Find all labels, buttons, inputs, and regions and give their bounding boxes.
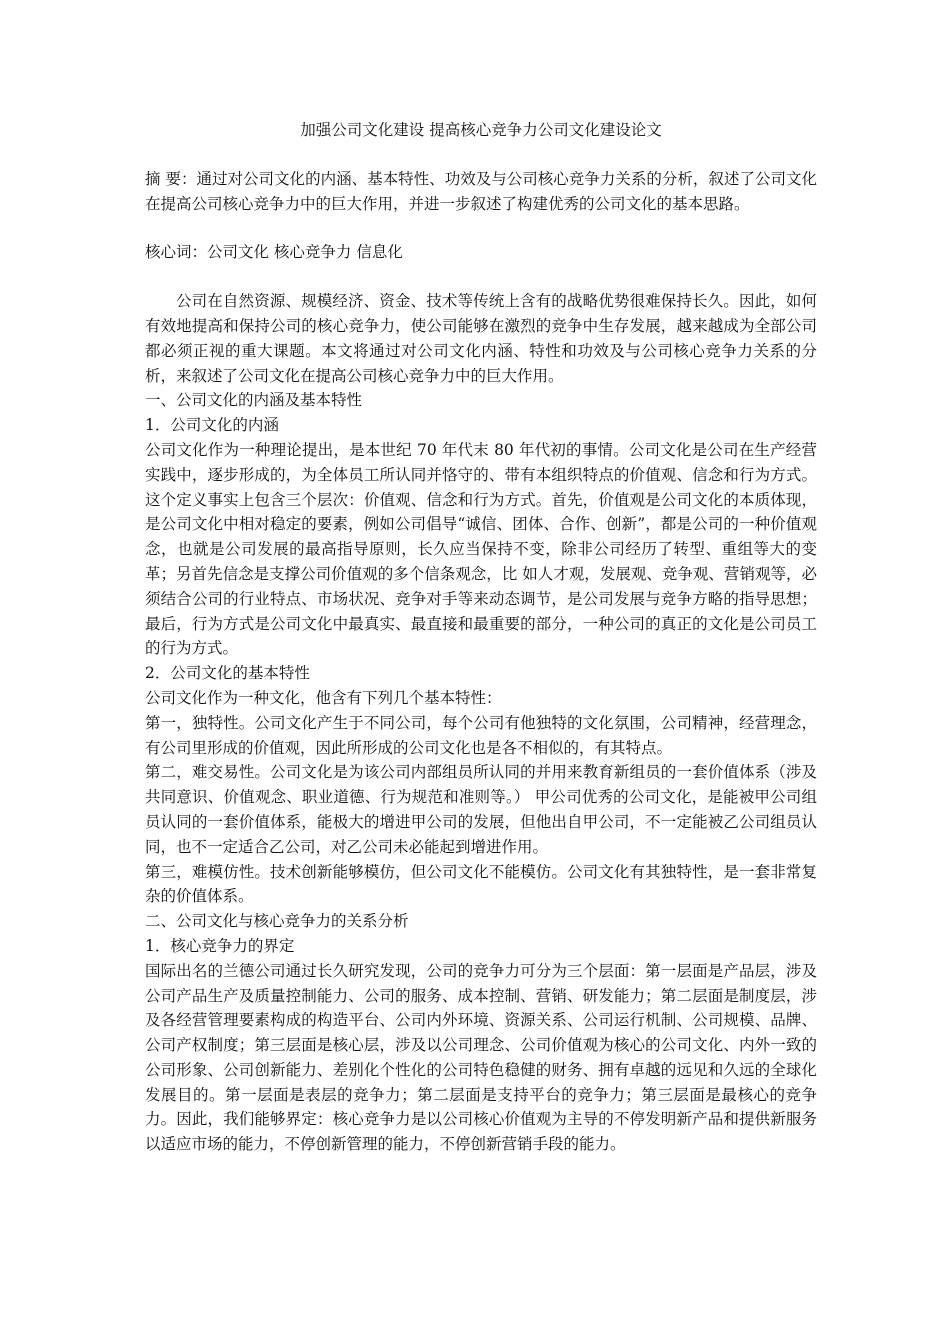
paragraph-culture-meaning: 公司文化作为一种理论提出，是本世纪 70 年代末 80 年代初的事情。公司文化是公司在生产经营实践中，逐步形成的，为全体员工所认同并恪守的、带有本组织特点的价值观、信念和行为方式。这个定义事实上包含三个层次：价值观、信念和行为方式。首先，价值观是公司文化的本质体现，是公司文化中相对稳定的要素，例如公司倡导“诚信、团体、合作、创新”，都是公司的一种价值观念，也就是公司发展的最高指导原则，长久应当保持不变，除非公司经历了转型、重组等大的变革；另首先信念是支撑公司价值观的多个信条观念，比 如人才观，发展观、竞争观、营销观等，必须结合公司的行业特点、市场状况、竞争对手等来动态调节，是公司发展与竞争方略的指导思想；最后，行为方式是公司文化中最真实、最直接和最重要的部分，一种公司的真正的文化是公司员工的行为方式。 [145, 440, 817, 658]
paragraph-trait-2: 第二，难交易性。公司文化是为该公司内部组员所认同的并用来教育新组员的一套价值体系（涉及共同意识、价值观念、职业道德、行为规范和准则等。） 甲公司优秀的公司文化，是能被甲公司组员认同的一套价值体系，能极大的增进甲公司的发展，但他出自甲公司，不一定能被乙公司组员认同，也不一定适合乙公司，对乙公司未必能起到增进作用。 [145, 763, 817, 856]
section-heading-2: 二、公司文化与核心竞争力的关系分析 [145, 912, 409, 931]
intro-paragraph: 公司在自然资源、规模经济、资金、技术等传统上含有的战略优势很难保持长久。因此，如何有效地提高和保持公司的核心竞争力，使公司能够在激烈的竞争中生存发展，越来越成为全部公司都必须正视的重大课题。本文将通过对公司文化内涵、特性和功效及与公司核心竞争力关系的分析，来叙述了公司文化在提高公司核心竞争力中的巨大作用。 [145, 292, 817, 385]
document-title: 加强公司文化建设 提高核心竞争力公司文化建设论文 [300, 121, 662, 139]
subsection-heading-1-2: 2．公司文化的基本特性 [145, 664, 310, 683]
document-page [145, 118, 817, 1157]
subsection-heading-1-1: 1．公司文化的内涵 [145, 416, 279, 435]
section-heading-1: 一、公司文化的内涵及基本特性 [145, 391, 363, 410]
abstract: 摘 要：通过对公司文化的内涵、基本特性、功效及与公司核心竞争力关系的分析，叙述了公司文化在提高公司核心竞争力中的巨大作用，并进一步叙述了构建优秀的公司文化的基本思路。 [145, 169, 817, 213]
keywords: 核心词：公司文化 核心竞争力 信息化 [145, 243, 403, 262]
paragraph-trait-3: 第三，难模仿性。技术创新能够模仿，但公司文化不能模仿。公司文化有其独特性，是一套非常复杂的价值体系。 [145, 862, 817, 906]
paragraph-core-competence: 国际出名的兰德公司通过长久研究发现，公司的竞争力可分为三个层面：第一层面是产品层，涉及公司产品生产及质量控制能力、公司的服务、成本控制、营销、研发能力；第二层面是制度层，涉及各经营管理要素构成的构造平台、公司内外环境、资源关系、公司运行机制、公司规模、品牌、公司产权制度；第三层面是核心层，涉及以公司理念、公司价值观为核心的公司文化、内外一致的公司形象、公司创新能力、差别化个性化的公司特色稳健的财务、拥有卓越的远见和久远的全球化发展目的。第一层面是表层的竞争力；第二层面是支持平台的竞争力；第三层面是最核心的竞争力。因此，我们能够界定：核心竞争力是以公司核心价值观为主导的不停发明新产品和提供新服务以适应市场的能力，不停创新管理的能力，不停创新营销手段的能力。 [145, 961, 817, 1154]
subsection-heading-2-1: 1．核心竞争力的界定 [145, 936, 295, 955]
paragraph-trait-1: 第一，独特性。公司文化产生于不同公司，每个公司有他独特的文化氛围，公司精神，经营理念，有公司里形成的价值观，因此所形成的公司文化也是各不相似的，有其特点。 [145, 713, 817, 757]
paragraph-traits-intro: 公司文化作为一种文化，他含有下列几个基本特性： [145, 688, 502, 707]
